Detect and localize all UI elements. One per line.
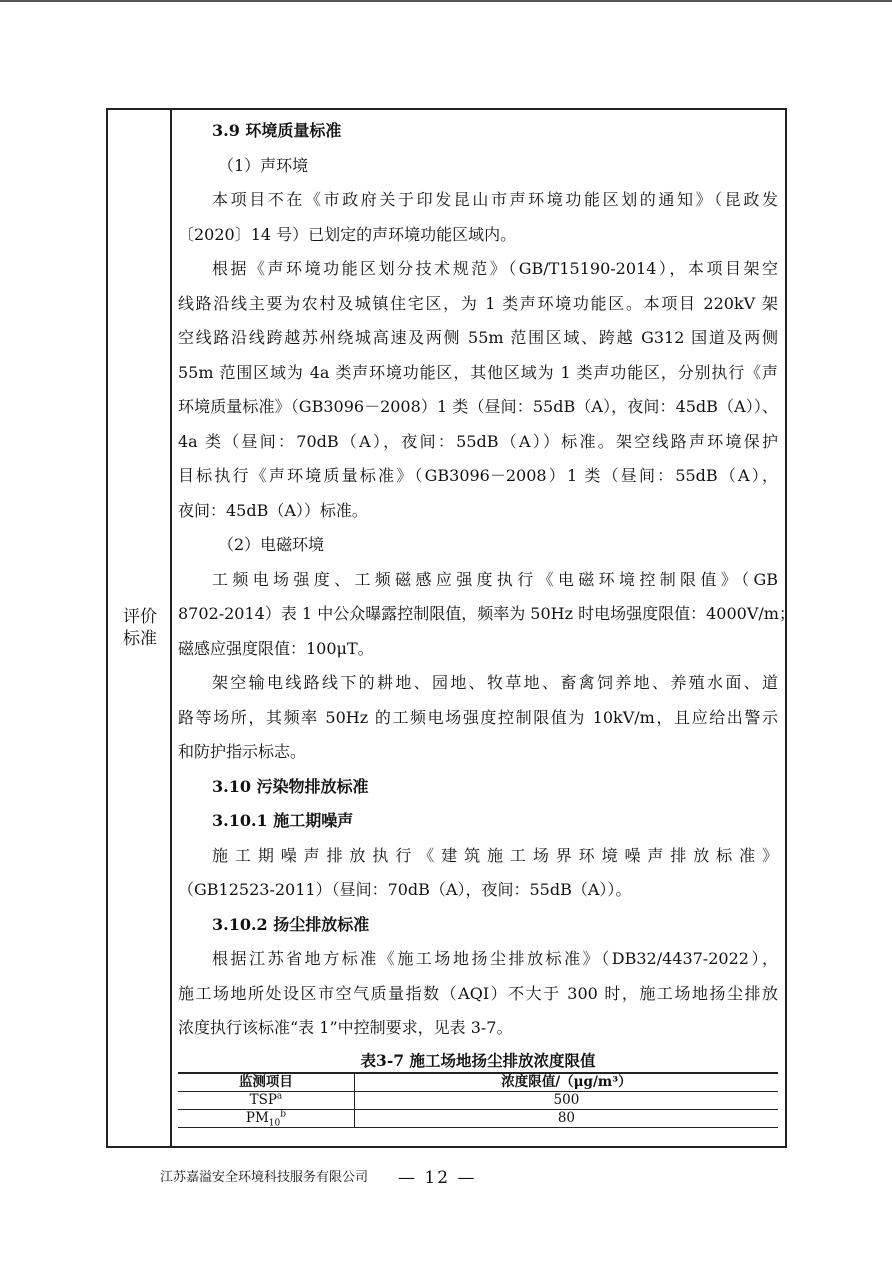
page-number: — 12 — <box>398 1168 477 1188</box>
footer-company: 江苏嘉溢安全环境科技服务有限公司 <box>160 1170 369 1185</box>
section-heading: 3.9 环境质量标准 <box>212 121 342 140</box>
footnote-mark: b <box>280 1109 286 1119</box>
text-line: 路等场所，其频率 50Hz 的工频电场强度控制限值为 10kV/m，且应给出警示 <box>178 707 778 727</box>
text-line: 本项目不在《市政府关于印发昆山市声环境功能区划的通知》（昆政发 <box>212 190 778 209</box>
paragraph-lines <box>178 114 795 1046</box>
text-line: 4a 类（昼间：70dB（A），夜间：55dB（A））标准。架空线路声环境保护 <box>178 431 778 451</box>
text-line: 〔2020〕14 号）已划定的声环境功能区域内。 <box>178 224 517 244</box>
text-line: （2）电磁环境 <box>218 535 325 554</box>
text-line: 环境质量标准》（GB3096－2008）1 类（昼间：55dB（A），夜间：45dB（A））、 <box>178 397 778 416</box>
text-line: 和防护指示标志。 <box>178 742 307 761</box>
text-line: （GB12523-2011）（昼间：70dB（A），夜间：55dB（A））。 <box>178 880 632 899</box>
text-line: 根据江苏省地方标准《施工场地扬尘排放标准》（DB32/4437-2022）， <box>212 949 778 968</box>
table-cell-value: 500 <box>354 1091 778 1109</box>
text-line: 夜间：45dB（A））标准。 <box>178 500 368 520</box>
table-header-item: 监测项目 <box>178 1073 354 1092</box>
table-cell-item <box>178 1091 354 1109</box>
side-label-line-1: 评价 <box>123 607 157 627</box>
item-name: TSP <box>249 1091 277 1108</box>
text-line: 工频电场强度、工频磁感应强度执行《电磁环境控制限值》（GB <box>212 569 778 589</box>
text-line: 施工期噪声排放执行《建筑施工场界环境噪声排放标准》 <box>212 845 778 865</box>
text-line: 目标执行《声环境质量标准》（GB3096－2008）1 类（昼间：55dB（A）， <box>178 466 778 485</box>
side-label-line-2: 标准 <box>123 629 157 649</box>
emission-limit-table <box>178 1072 778 1128</box>
top-rule <box>0 0 892 2</box>
table-cell-value: 80 <box>354 1109 778 1127</box>
frame-divider <box>170 108 172 1148</box>
text-line: 8702-2014）表 1 中公众曝露控制限值，频率为 50Hz 时电场强度限值：4000V/m； <box>178 604 795 623</box>
text-line: 根据《声环境功能区划分技术规范》（GB/T15190-2014），本项目架空 <box>212 259 778 278</box>
footnote-mark: a <box>276 1091 283 1101</box>
text-line: 磁感应强度限值：100μT。 <box>178 638 374 658</box>
section-heading: 3.10 污染物排放标准 <box>212 776 369 796</box>
document-body <box>178 114 795 1129</box>
table-row <box>178 1091 778 1109</box>
text-line: 浓度执行该标准“表 1”中控制要求，见表 3-7。 <box>178 1018 513 1037</box>
side-label <box>110 606 170 650</box>
text-line: 架空输电线路线下的耕地、园地、牧草地、畜禽饲养地、养殖水面、道 <box>212 673 778 692</box>
text-line: （1）声环境 <box>218 155 309 175</box>
table-title: 表3-7 施工场地扬尘排放浓度限值 <box>360 1050 596 1070</box>
table-header-value: 浓度限值/（μg/m³） <box>354 1073 778 1092</box>
text-line: 线路沿线主要为农村及城镇住宅区，为 1 类声环境功能区。本项目 220kV 架 <box>178 293 778 313</box>
text-line: 55m 范围区域为 4a 类声环境功能区，其他区域为 1 类声功能区，分别执行《声 <box>178 362 778 382</box>
table-header-row <box>178 1073 778 1092</box>
text-line: 空线路沿线跨越苏州绕城高速及两侧 55m 范围区域、跨越 G312 国道及两侧 <box>178 328 778 347</box>
subscript: 10 <box>268 1118 281 1129</box>
table-cell-item <box>178 1109 354 1127</box>
section-heading: 3.10.1 施工期噪声 <box>212 811 354 830</box>
section-heading: 3.10.2 扬尘排放标准 <box>212 914 370 934</box>
text-line: 施工场地所处设区市空气质量指数（AQI）不大于 300 时，施工场地扬尘排放 <box>178 983 778 1003</box>
item-name: PM <box>245 1109 269 1126</box>
table-row <box>178 1109 778 1127</box>
